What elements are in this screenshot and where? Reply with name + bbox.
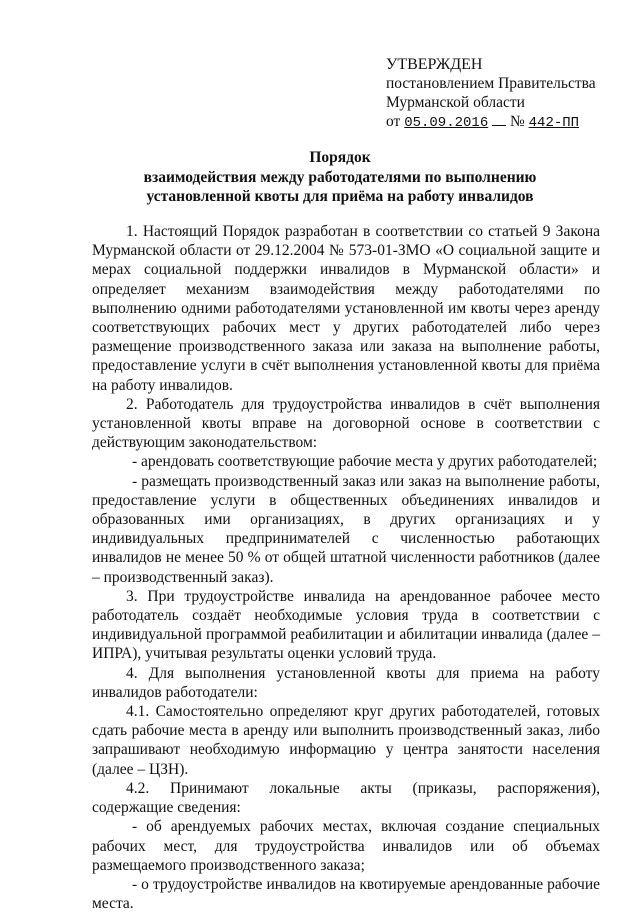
paragraph-4: 4. Для выполнения установленной квоты для приема на работу инвалидов работодатели:	[92, 664, 600, 701]
approval-heading: УТВЕРЖДЕН	[386, 56, 483, 73]
paragraph-2-item-b: - размещать производственный заказ или заказ на выполнение работы, предоставление услуги в общественных объединениях инвалидов и образованных ими организациях, в других организациях и у индивидуальных предпринимателей с численностью работающих инвалидов не менее 50 % от общей штатной численности работников (далее – производственный заказ).	[92, 472, 600, 586]
paragraph-4-2-item-a: - об арендуемых рабочих местах, включая создание специальных рабочих мест, для трудоустройства инвалидов или об объемах размещаемого производственного заказа;	[92, 818, 600, 874]
paragraph-4-1: 4.1. Самостоятельно определяют круг других работодателей, готовых сдать рабочие места в аренду или выполнить производственный заказ, либо запрашивают необходимую информацию у центра занятости населения (далее – ЦЗН).	[92, 703, 600, 778]
approval-line-1: постановлением Правительства	[386, 75, 596, 92]
approval-line-2: Мурманской области	[386, 94, 525, 111]
approval-date-line	[386, 112, 616, 133]
paragraph-4-2-item-b: - о трудоустройстве инвалидов на квотируемые арендованные рабочие места.	[92, 875, 600, 913]
approval-number: 442-ПП	[528, 115, 580, 131]
approval-date: 05.09.2016	[404, 115, 489, 131]
approval-stamp	[386, 55, 616, 133]
title-line-3: установленной квоты для приёма на работу инвалидов	[146, 188, 534, 205]
paragraph-1: 1. Настоящий Порядок разработан в соответствии со статьей 9 Закона Мурманской области от 29.12.2004 № 573-01-ЗМО «О социальной защите и мерах социальной поддержки инвалидов в Мурманской области» и определяет механизм взаимодействия между работодателями по выполнению одними работодателями установленной им квоты через аренду соответствующих рабочих мест у других работодателей либо через размещение производственного заказа или заказа на выполнение работы, предоставление услуги в счёт выполнения установленной квоты для приёма на работу инвалидов.	[92, 223, 600, 394]
title-line-2: взаимодействия между работодателями по выполнению	[143, 168, 537, 186]
document-title	[80, 148, 600, 207]
paragraph-3: 3. При трудоустройстве инвалида на арендованное рабочее место работодатель создаёт необходимые условия труда в соответствии с индивидуальной программой реабилитации и абилитации инвалида (далее – ИПРА), учитывая результаты оценки условий труда.	[92, 587, 600, 663]
document-body	[92, 222, 600, 913]
paragraph-4-2: 4.2. Принимают локальные акты (приказы, распоряжения), содержащие сведения:	[92, 779, 600, 817]
paragraph-2: 2. Работодатель для трудоустройства инвалидов в счёт выполнения установленной квоты вправе на договорной основе в соответствии с действующим законодательством:	[92, 395, 600, 452]
number-prefix: №	[509, 113, 525, 130]
title-line-1: Порядок	[309, 149, 371, 166]
date-prefix: от	[386, 113, 401, 130]
paragraph-2-item-a: - арендовать соответствующие рабочие места у других работодателей;	[132, 453, 598, 471]
